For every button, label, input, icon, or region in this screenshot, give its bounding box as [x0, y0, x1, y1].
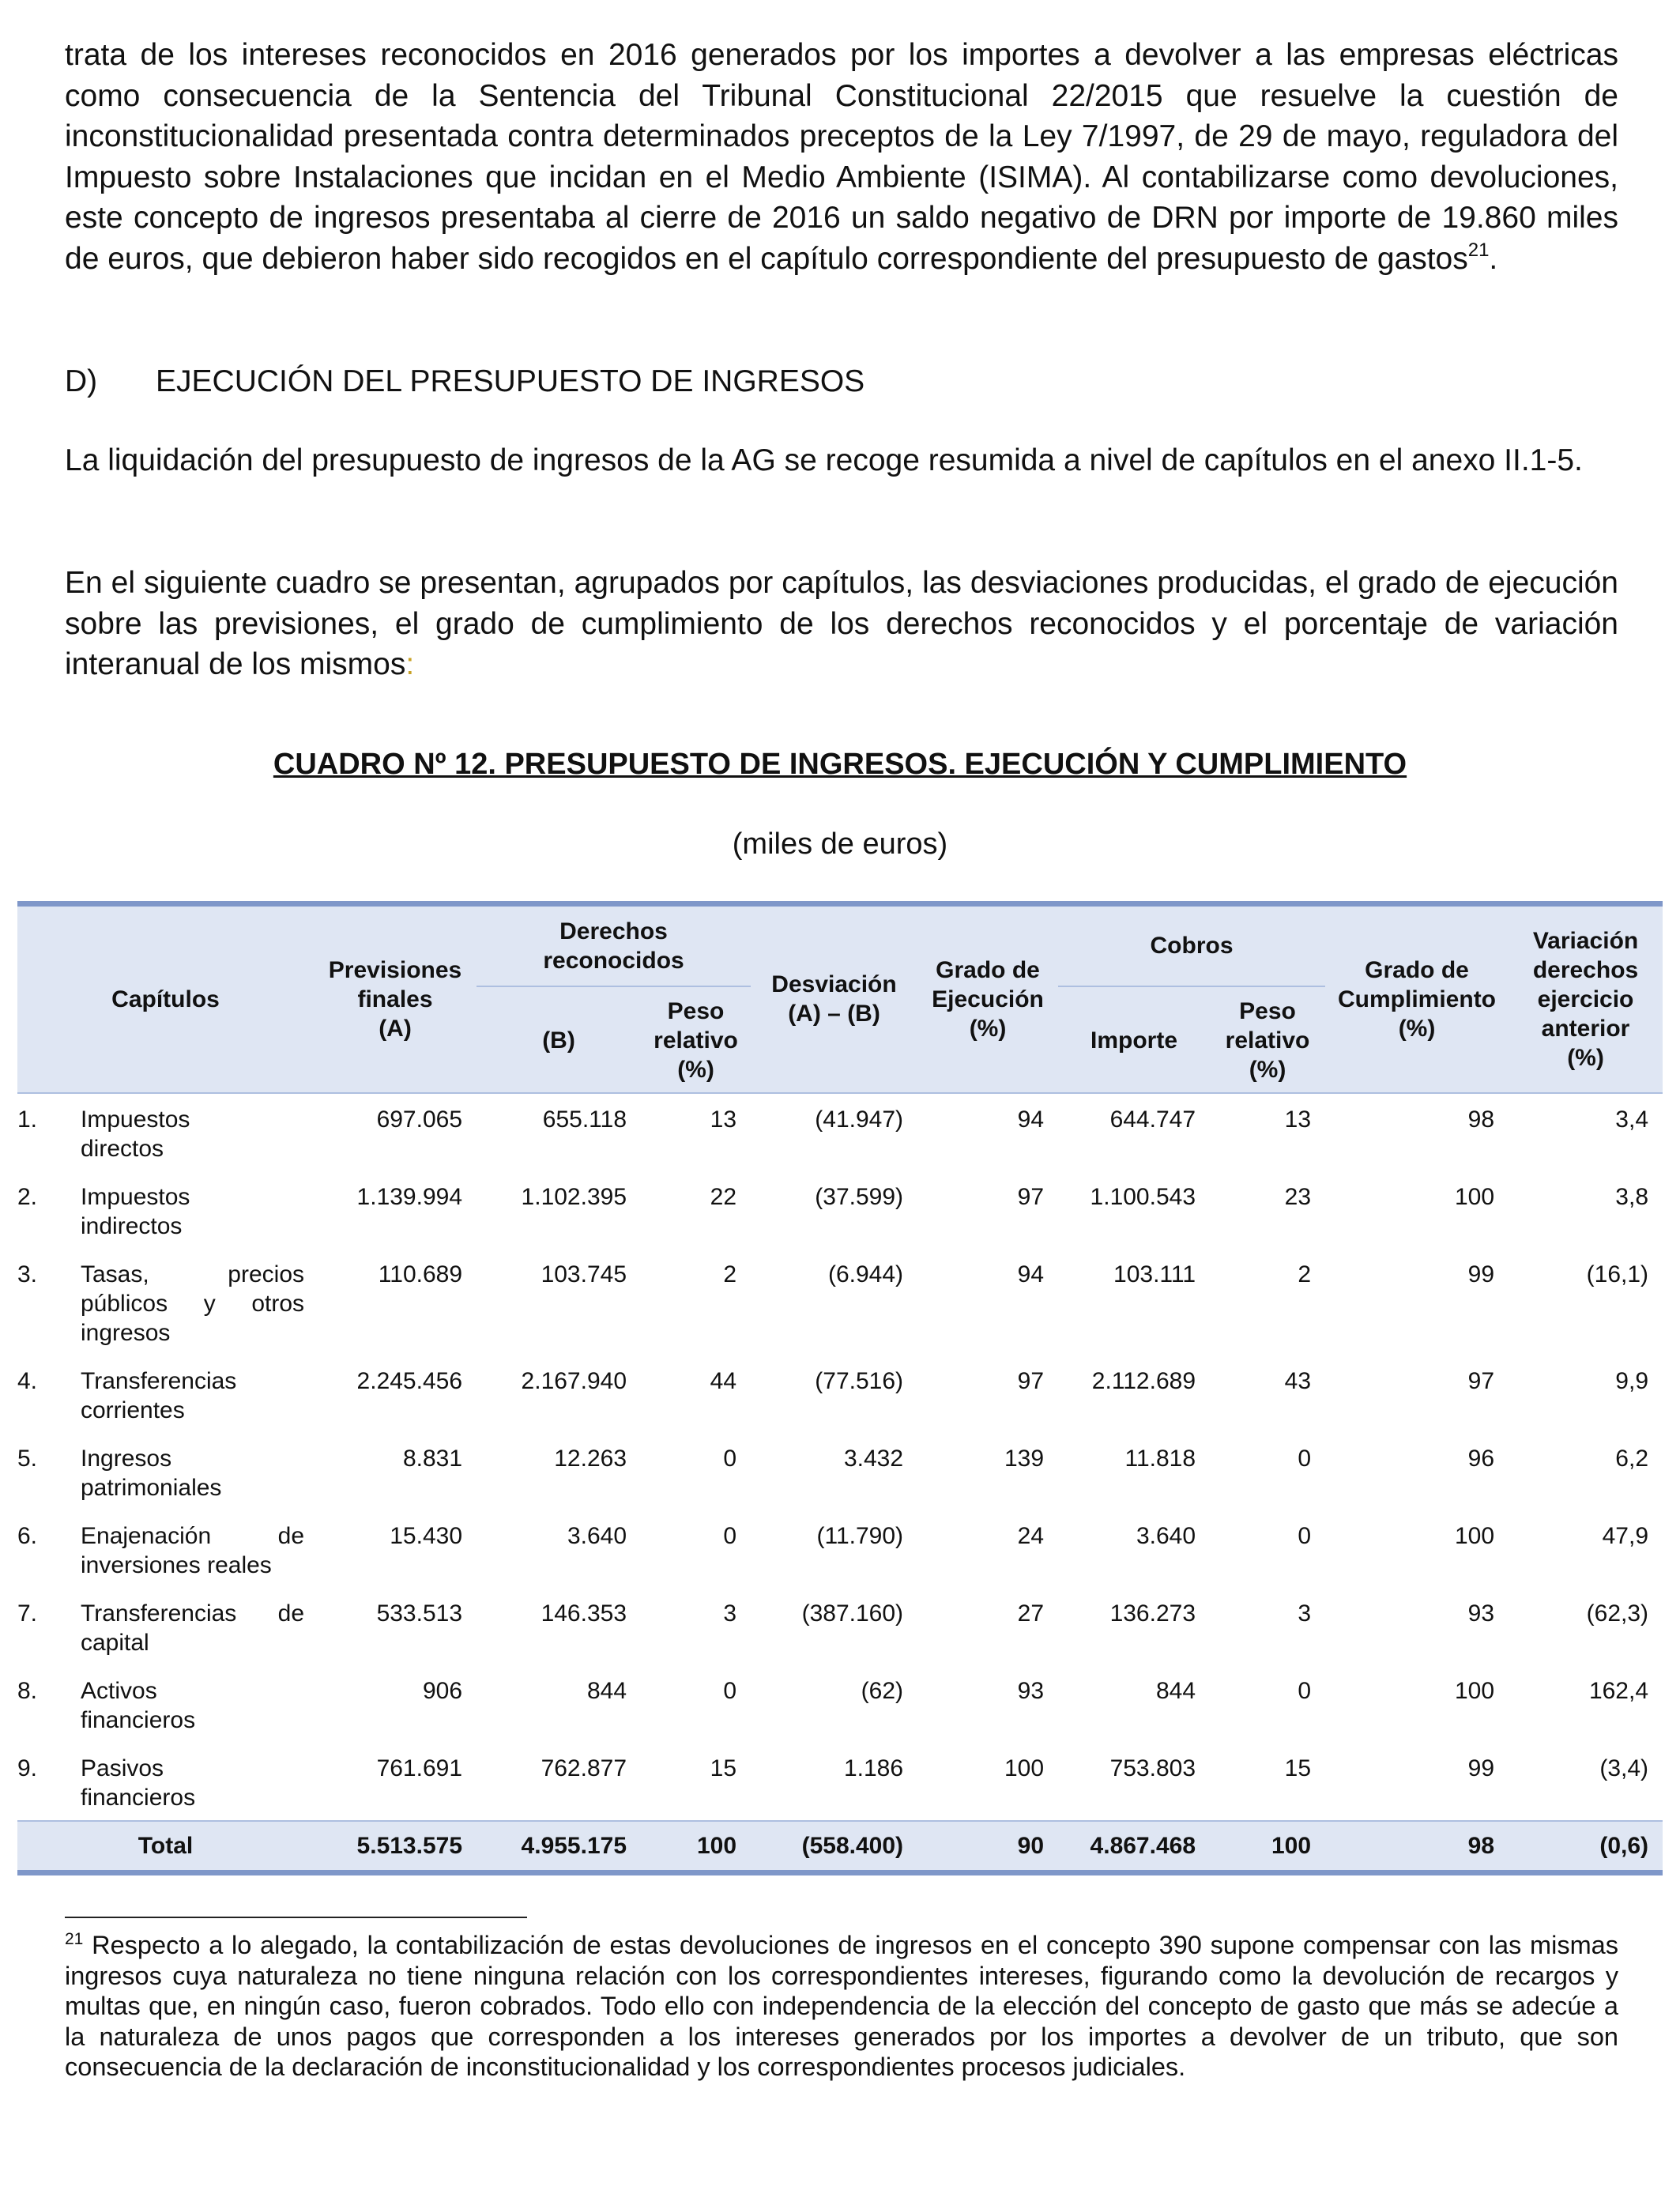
total-previsiones-cell: 5.513.575: [314, 1821, 477, 1873]
intro-end: .: [1489, 241, 1498, 276]
ejecucion-cell: 24: [1017, 1522, 1045, 1549]
cobros-peso-cell: 0: [1298, 1677, 1312, 1704]
total-desviacion-cell: (558.400): [751, 1821, 917, 1873]
cumplimiento-cell: 100: [1454, 1677, 1495, 1704]
table-intro-colon: :: [405, 647, 415, 681]
ejecucion-cell: 94: [1017, 1261, 1045, 1287]
table-intro-text: En el siguiente cuadro se presentan, agrupados por capítulos, las desviaciones producidas, el grado de ejecución sobre las previsiones, el grado de cumplimiento de los derechos reconocidos y el porcentaje de variación interanual de los mismos: [65, 566, 1618, 681]
cobros-peso-cell: 23: [1284, 1183, 1312, 1210]
total-row: [17, 1821, 1663, 1873]
header-cobros-peso: Peso relativo (%): [1210, 986, 1325, 1093]
table-row: [17, 1588, 1663, 1665]
desviacion-cell: 3.432: [843, 1445, 904, 1472]
variacion-cell: 162,4: [1588, 1677, 1649, 1704]
row-chapter-name: [73, 1355, 314, 1433]
total-label: Total: [17, 1821, 314, 1873]
header-derechos-b: (B): [477, 986, 641, 1093]
row-index: 4.: [17, 1367, 38, 1394]
cumplimiento-cell: 99: [1467, 1755, 1495, 1781]
table-unit: (miles de euros): [732, 827, 948, 861]
chapter-name-line: Activos: [81, 1677, 157, 1704]
row-chapter-name: [73, 1249, 314, 1355]
desviacion-cell: (62): [861, 1677, 904, 1704]
chapter-name-line: Impuestos: [81, 1183, 190, 1210]
variacion-cell: 47,9: [1602, 1522, 1649, 1549]
previsiones-cell: 2.245.456: [356, 1367, 463, 1394]
peso-cell: 0: [723, 1522, 737, 1549]
ejecucion-cell: 93: [1017, 1677, 1045, 1704]
total-cumplimiento-cell: 98: [1325, 1821, 1509, 1873]
table-row: [17, 1510, 1663, 1588]
derechos-cell: 2.167.940: [521, 1367, 627, 1394]
peso-cell: 0: [723, 1677, 737, 1704]
cobros-cell: 136.273: [1109, 1600, 1196, 1627]
footnote-text: Respecto a lo alegado, la contabilización de estas devoluciones de ingresos en el concepto 390 supone compensar con las mismas ingresos cuya naturaleza no tiene ninguna relación con los correspondientes intereses, figurando como la devolución de recargos y multas que, en ningún caso, fueron cobrados. Todo ello con independencia de la elección del concepto de gasto que más se adecúe a la naturaleza de unos pagos que corresponden a los intereses generados por los importes a devolver de un tributo, que son consecuencia de la declaración de inconstitucionalidad y los correspondientes procesos judiciales.: [65, 1931, 1618, 2081]
total-variacion-cell: (0,6): [1509, 1821, 1663, 1873]
derechos-cell: 1.102.395: [521, 1183, 627, 1210]
chapter-name-line: Enajenación de: [81, 1522, 305, 1549]
section-heading: [65, 362, 864, 401]
cumplimiento-cell: 98: [1467, 1106, 1495, 1133]
row-chapter-name: [73, 1093, 314, 1171]
chapter-name-line: capital: [81, 1629, 149, 1656]
peso-cell: 13: [710, 1106, 737, 1133]
row-chapter-name: [73, 1510, 314, 1588]
chapter-name-line: Ingresos: [81, 1445, 172, 1472]
peso-cell: 2: [723, 1261, 737, 1287]
peso-cell: 3: [723, 1600, 737, 1627]
chapter-name-line: corrientes: [81, 1397, 185, 1423]
variacion-cell: 3,8: [1615, 1183, 1649, 1210]
row-index: 1.: [17, 1106, 38, 1133]
liquidation-paragraph: La liquidación del presupuesto de ingresos de la AG se recoge resumida a nivel de capítulos en el anexo II.1-5.: [65, 443, 1583, 477]
previsiones-cell: 761.691: [376, 1755, 463, 1781]
derechos-cell: 3.640: [567, 1522, 627, 1549]
cobros-cell: 644.747: [1109, 1106, 1196, 1133]
desviacion-cell: (37.599): [815, 1183, 904, 1210]
previsiones-cell: 15.430: [390, 1522, 463, 1549]
row-chapter-name: [73, 1171, 314, 1249]
header-desviacion: Desviación (A) – (B): [751, 904, 917, 1093]
intro-text: trata de los intereses reconocidos en 2016 generados por los importes a devolver a las empresas eléctricas como consecuencia de la Sentencia del Tribunal Constitucional 22/2015 que resuelve la cuestión de inconstitucionalidad presentada contra determinados preceptos de la Ley 7/1997, de 29 de mayo, reguladora del Impuesto sobre Instalaciones que incidan en el Medio Ambiente (ISIMA). Al contabilizarse como devoluciones, este concepto de ingresos presentaba al cierre de 2016 un saldo negativo de DRN por importe de 19.860 miles de euros, que debieron haber sido recogidos en el capítulo correspondiente del presupuesto de gastos: [65, 38, 1618, 276]
header-cobros-importe: Importe: [1058, 986, 1210, 1093]
footnote-separator: [65, 1917, 527, 1918]
table-body: [17, 1093, 1663, 1873]
section-letter: D): [65, 364, 98, 398]
header-derechos: Derechos reconocidos: [477, 904, 751, 986]
peso-cell: 44: [710, 1367, 737, 1394]
header-ejecucion: Grado de Ejecución (%): [917, 904, 1058, 1093]
table-row: [17, 1355, 1663, 1433]
previsiones-cell: 110.689: [378, 1261, 463, 1287]
total-peso-cell: 100: [641, 1821, 751, 1873]
derechos-cell: 762.877: [541, 1755, 627, 1781]
cobros-peso-cell: 13: [1284, 1106, 1312, 1133]
row-index: 6.: [17, 1522, 38, 1549]
derechos-cell: 103.745: [541, 1261, 627, 1287]
variacion-cell: 3,4: [1615, 1106, 1649, 1133]
desviacion-cell: (41.947): [815, 1106, 904, 1133]
chapter-name-line: ingresos: [81, 1319, 171, 1346]
desviacion-cell: (6.944): [827, 1261, 904, 1287]
variacion-cell: 9,9: [1615, 1367, 1649, 1394]
chapter-name-line: inversiones reales: [81, 1551, 272, 1578]
cobros-peso-cell: 0: [1298, 1445, 1312, 1472]
chapter-name-line: patrimoniales: [81, 1474, 222, 1501]
cumplimiento-cell: 93: [1467, 1600, 1495, 1627]
row-chapter-name: [73, 1665, 314, 1743]
total-ejecucion-cell: 90: [917, 1821, 1058, 1873]
derechos-cell: 146.353: [541, 1600, 627, 1627]
cobros-peso-cell: 3: [1298, 1600, 1312, 1627]
cobros-cell: 844: [1155, 1677, 1196, 1704]
chapter-name-line: Transferencias de: [81, 1600, 305, 1627]
cobros-peso-cell: 43: [1284, 1367, 1312, 1394]
ejecucion-cell: 27: [1017, 1600, 1045, 1627]
desviacion-cell: 1.186: [843, 1755, 904, 1781]
previsiones-cell: 533.513: [376, 1600, 463, 1627]
cobros-cell: 2.112.689: [1091, 1367, 1196, 1394]
chapter-name-line: directos: [81, 1135, 164, 1162]
cumplimiento-cell: 100: [1454, 1183, 1495, 1210]
table-row: [17, 1093, 1663, 1171]
chapter-name-line: Pasivos: [81, 1755, 164, 1781]
cobros-cell: 11.818: [1124, 1445, 1196, 1472]
chapter-name-line: Impuestos: [81, 1106, 190, 1133]
header-previsiones: Previsiones finales (A): [314, 904, 477, 1093]
previsiones-cell: 1.139.994: [356, 1183, 463, 1210]
cumplimiento-cell: 96: [1467, 1445, 1495, 1472]
chapter-name-line: indirectos: [81, 1212, 183, 1239]
chapter-name-line: financieros: [81, 1784, 196, 1811]
derechos-cell: 12.263: [554, 1445, 627, 1472]
ejecucion-cell: 97: [1017, 1367, 1045, 1394]
header-variacion: Variación derechos ejercicio anterior (%): [1509, 904, 1663, 1093]
row-chapter-name: [73, 1743, 314, 1821]
cobros-peso-cell: 15: [1284, 1755, 1312, 1781]
header-cobros: Cobros: [1058, 904, 1325, 986]
footnote-reference[interactable]: 21: [1467, 239, 1490, 261]
row-index: 2.: [17, 1183, 38, 1210]
header-capitulos: Capítulos: [17, 904, 314, 1093]
row-chapter-name: [73, 1433, 314, 1510]
previsiones-cell: 697.065: [376, 1106, 463, 1133]
chapter-name-line: Transferencias: [81, 1367, 237, 1394]
ejecucion-cell: 100: [1004, 1755, 1045, 1781]
variacion-cell: 6,2: [1615, 1445, 1649, 1472]
intro-paragraph: [65, 35, 1618, 279]
derechos-cell: 655.118: [542, 1106, 627, 1133]
chapter-name-line: públicos y otros: [81, 1290, 305, 1317]
table-title: CUADRO Nº 12. PRESUPUESTO DE INGRESOS. EJECUCIÓN Y CUMPLIMIENTO: [273, 748, 1407, 781]
previsiones-cell: 906: [422, 1677, 463, 1704]
chapter-name-line: financieros: [81, 1706, 196, 1733]
total-cobros-peso-cell: 100: [1210, 1821, 1325, 1873]
cobros-peso-cell: 2: [1298, 1261, 1312, 1287]
header-cumplimiento: Grado de Cumplimiento (%): [1325, 904, 1509, 1093]
total-cobros-cell: 4.867.468: [1058, 1821, 1210, 1873]
variacion-cell: (3,4): [1599, 1755, 1649, 1781]
chapter-name-line: Tasas, precios: [81, 1261, 305, 1287]
desviacion-cell: (77.516): [815, 1367, 904, 1394]
table-row: [17, 1665, 1663, 1743]
row-index: 7.: [17, 1600, 38, 1627]
cumplimiento-cell: 99: [1467, 1261, 1495, 1287]
row-index: 5.: [17, 1445, 38, 1472]
peso-cell: 22: [710, 1183, 737, 1210]
section-title: EJECUCIÓN DEL PRESUPUESTO DE INGRESOS: [156, 364, 865, 398]
table-row: [17, 1249, 1663, 1355]
income-budget-table: [17, 901, 1663, 1875]
row-index: 9.: [17, 1755, 38, 1781]
row-index: 3.: [17, 1261, 38, 1287]
cobros-cell: 103.111: [1113, 1261, 1196, 1287]
previsiones-cell: 8.831: [402, 1445, 463, 1472]
cumplimiento-cell: 97: [1467, 1367, 1495, 1394]
ejecucion-cell: 97: [1017, 1183, 1045, 1210]
table-row: [17, 1743, 1663, 1821]
cobros-cell: 1.100.543: [1090, 1183, 1196, 1210]
row-chapter-name: [73, 1588, 314, 1665]
peso-cell: 0: [723, 1445, 737, 1472]
ejecucion-cell: 94: [1017, 1106, 1045, 1133]
desviacion-cell: (387.160): [801, 1600, 904, 1627]
desviacion-cell: (11.790): [816, 1522, 904, 1549]
cumplimiento-cell: 100: [1454, 1522, 1495, 1549]
table-row: [17, 1433, 1663, 1510]
variacion-cell: (62,3): [1586, 1600, 1649, 1627]
derechos-cell: 844: [586, 1677, 627, 1704]
cobros-cell: 753.803: [1109, 1755, 1196, 1781]
table-row: [17, 1171, 1663, 1249]
row-index: 8.: [17, 1677, 38, 1704]
header-peso-relativo: Peso relativo (%): [641, 986, 751, 1093]
total-derechos-cell: 4.955.175: [477, 1821, 641, 1873]
footnote: [65, 1930, 1618, 2083]
cobros-cell: 3.640: [1136, 1522, 1196, 1549]
variacion-cell: (16,1): [1586, 1261, 1649, 1287]
table-intro-paragraph: [65, 563, 1618, 685]
cobros-peso-cell: 0: [1298, 1522, 1312, 1549]
ejecucion-cell: 139: [1004, 1445, 1045, 1472]
footnote-number: 21: [65, 1930, 84, 1948]
peso-cell: 15: [710, 1755, 737, 1781]
